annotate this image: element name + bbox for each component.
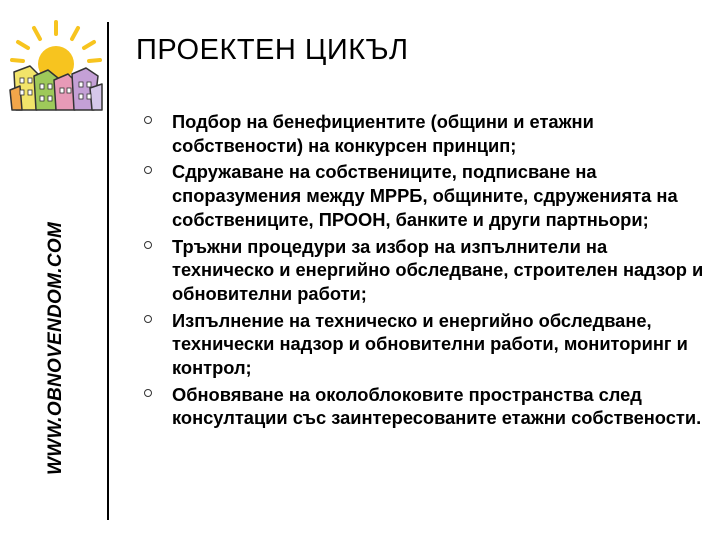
circle-bullet-icon <box>144 116 152 124</box>
list-item <box>150 235 712 306</box>
list-item-text: Сдружаване на собствениците, подписване на споразумения между МРРБ, общините, сдруженията на собствениците, ПРООН, банките и други партньори; <box>172 161 678 230</box>
list-item-text: Тръжни процедури за избор на изпълнители на техническо и енергийно обследване, строителен надзор и обновителни работи; <box>172 235 704 304</box>
circle-bullet-icon <box>144 315 152 323</box>
circle-bullet-icon <box>144 166 152 174</box>
list-item <box>150 110 712 157</box>
divider-line <box>107 22 109 520</box>
list-item <box>150 383 712 430</box>
sun-over-houses-icon <box>6 18 106 114</box>
list-item-text: Подбор на бенефициентите (общини и етажни собствености) на конкурсен принцип; <box>172 111 594 156</box>
logo <box>6 18 106 114</box>
circle-bullet-icon <box>144 389 152 397</box>
list-item-text: Обновяване на околоблоковите пространства след консултации със заинтересованите етажни собствености. <box>172 383 702 429</box>
list-item <box>150 309 712 380</box>
slide-title: ПРОЕКТЕН ЦИКЪЛ <box>136 34 409 66</box>
list-item <box>150 160 712 231</box>
list-item-text: Изпълнение на техническо и енергийно обследване, технически надзор и обновителни работи, мониторинг и контрол; <box>172 309 688 379</box>
bullet-list <box>150 110 712 433</box>
website-vertical-text: WWW.OBNOVENDOM.COM <box>45 221 66 475</box>
circle-bullet-icon <box>144 241 152 249</box>
